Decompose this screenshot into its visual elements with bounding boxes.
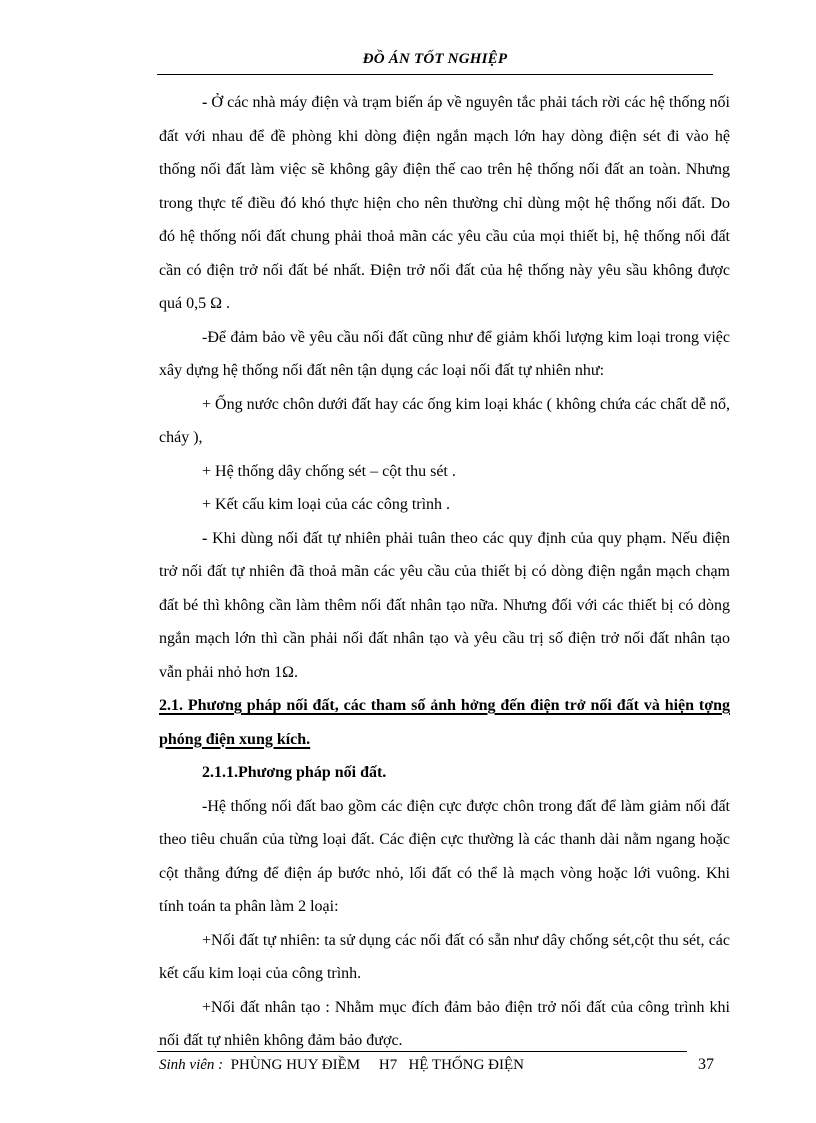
paragraph-text: Ở các nhà máy điện và trạm biến áp về nguyên tắc phải tách rời các hệ thống nối đất với nhau để đề phòng khi dòng điện ngắn mạch lớn hay dòng điện sét đi vào hệ thống nối đất làm việc sẽ không gây điện thế cao trên hệ thống nối đất an toàn. Nhưng trong thực tế điều đó khó thực hiện cho nên thường chỉ dùng một hệ thống nối đất. Do đó hệ thống nối đất chung phải thoả mãn các yêu cầu của mọi thiết bị, hệ thống nối đất cần có điện trở nối đất bé nhất. Điện trở nối đất của hệ thống này yêu sầu không được quá 0,5 Ω .: [159, 94, 730, 312]
paragraph-separation-principle: [159, 86, 730, 321]
paragraph-regulations: [159, 522, 730, 690]
page-number: 37: [698, 1056, 714, 1073]
page-header-title: ĐỒ ÁN TỐT NGHIỆP: [362, 51, 508, 67]
header-divider: [157, 74, 713, 75]
footer-student-label: Sinh viên :: [159, 1057, 224, 1073]
list-item-metal-structure: + Kết cấu kim loại của các công trình .: [202, 496, 451, 513]
footer-student-name: PHÙNG HUY ĐIỀM: [230, 1057, 361, 1073]
document-body: [159, 86, 730, 1058]
paragraph-grounding-system: -Hệ thống nối đất bao gồm các điện cực được chôn trong đất để làm giảm nối đất theo tiêu chuẩn của từng loại đất. Các điện cực thường là các thanh dài nằm ngang hoặc cột thẳng đứng để điện áp bước nhỏ, lối đất có thể là mạch vòng hoặc lới vuông. Khi tính toán ta phân làm 2 loại:: [159, 797, 730, 915]
bullet-dash: -: [202, 94, 208, 111]
paragraph-text: Khi dùng nối đất tự nhiên phải tuân theo các quy định của quy phạm. Nếu điện trở nối đất tự nhiên đã thoả mãn các yêu cầu của thiết bị có dòng điện ngắn mạch chạm đất bé thì không cần làm thêm nối đất nhân tạo nữa. Nhưng đối với các thiết bị có dòng ngắn mạch lớn thì cần phải nối đất nhân tạo và yêu cầu trị số điện trở nối đất nhân tạo vẫn phải nhỏ hơn 1Ω.: [159, 529, 730, 681]
list-item-lightning-wire: + Hệ thống dây chống sét – cột thu sét .: [202, 462, 456, 480]
footer-divider: [157, 1051, 687, 1052]
list-item-water-pipes: + Ống nước chôn dưới đất hay các ống kim loại khác ( không chứa các chất dễ nổ, cháy ),: [159, 395, 730, 446]
bullet-dash: -: [202, 529, 208, 547]
footer-department: HỆ THỐNG ĐIỆN: [408, 1057, 524, 1073]
section-heading: 2.1. Phương pháp nối đất, các tham số ảnh hởng đến điện trở nối đất và hiện tợng phóng điện xung kích.: [159, 697, 730, 748]
paragraph-natural-grounding: -Để đảm bảo về yêu cầu nối đất cũng như để giảm khối lượng kim loại trong việc xây dựng hệ thống nối đất nên tận dụng các loại nối đất tự nhiên như:: [159, 328, 730, 379]
page-footer: [159, 1055, 714, 1075]
list-item-artificial-grounding: +Nối đất nhân tạo : Nhằm mục đích đảm bảo điện trở nối đất của công trình khi nối đất tự nhiên không đảm bảo được.: [159, 998, 730, 1049]
list-item-natural-grounding: +Nối đất tự nhiên: ta sử dụng các nối đất có sẵn như dây chống sét,cột thu sét, các kết cấu kim loại của công trình.: [159, 931, 730, 982]
footer-class-code: H7: [378, 1057, 398, 1073]
subsection-heading: 2.1.1.Phương pháp nối đất.: [202, 764, 387, 781]
